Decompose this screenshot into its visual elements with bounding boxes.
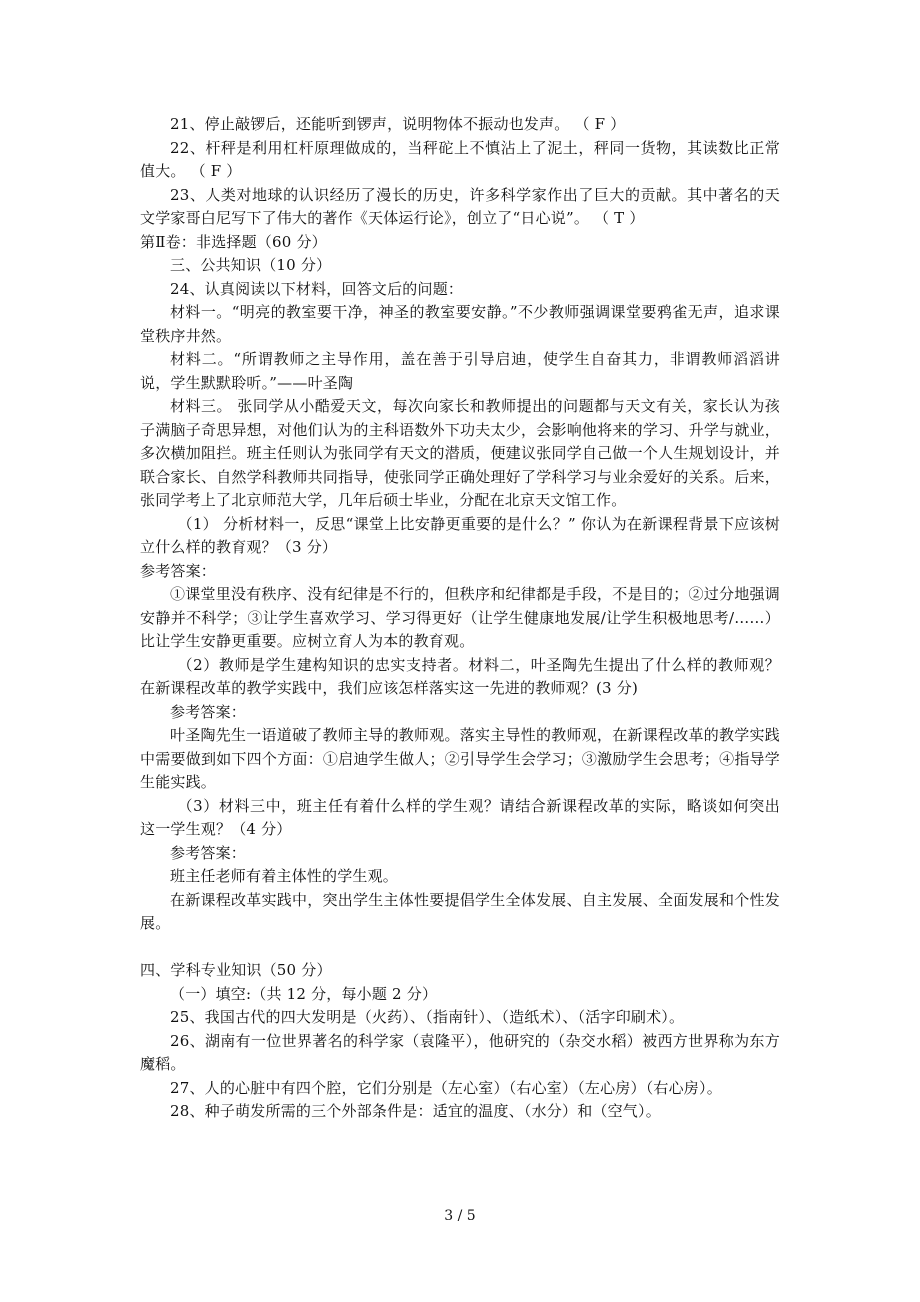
- reference-answer-label-1: 参考答案：: [140, 561, 217, 580]
- question-27: 27、人的心脏中有四个腔，它们分别是（左心室）（右心室）（左心房）（右心房）。: [170, 1078, 722, 1097]
- material-1: 材料一。“明亮的教室要干净，神圣的教室要安静。”不少教师强调课堂要鸦雀无声，追求课堂秩序井然。: [140, 303, 780, 345]
- blank-line: [140, 936, 780, 960]
- question-28: 28、种子萌发所需的三个外部条件是：适宜的温度、（水分）和（空气）。: [170, 1102, 661, 1120]
- question-25: 25、我国古代的四大发明是（火药）、（指南针）、（造纸术）、（活字印刷术）。: [170, 1008, 685, 1026]
- reference-answer-label-2: 参考答案：: [170, 702, 247, 721]
- section-4-title: 四、学科专业知识（50 分）: [140, 961, 332, 979]
- material-3: 材料三。 张同学从小酷爱天文，每次向家长和教师提出的问题都与天文有关，家长认为孩子满脑子奇思异想，对他们认为的主科语数外下功夫太少，会影响他将来的学习、升学与就业，多次横加阻拦。班主任则认为张同学有天文的潜质，便建议张同学自己做一个人生规划设计，并联合家长、自然学科教师共同指导，使张同学正确处理好了学科学习与业余爱好的关系。后来，张同学考上了北京师范大学，几年后硕士毕业，分配在北京天文馆工作。: [140, 397, 780, 509]
- reference-answer-2: 叶圣陶先生一语道破了教师主导的教师观。落实主导性的教师观，在新课程改革的教学实践中需要做到如下四个方面：①启迪学生做人；②引导学生会学习；③激励学生会思考；④指导学生能实践。: [140, 726, 780, 791]
- page-number: 3 / 5: [444, 1208, 476, 1224]
- question-22: 22、杆秤是利用杠杆原理做成的，当秤砣上不慎沾上了泥土，秤同一货物，其读数比正常值大。 （ F ）: [140, 138, 780, 180]
- reference-answer-1: ①课堂里没有秩序、没有纪律是不行的，但秩序和纪律都是手段，不是目的；②过分地强调安静并不科学；③让学生喜欢学习、学习得更好（让学生健康地发展/让学生积极地思考/……）比让学生安静更重要。应树立育人为本的教育观。: [140, 585, 780, 650]
- material-2: 材料二。“所谓教师之主导作用，盖在善于引导启迪，使学生自奋其力，非谓教师滔滔讲说，学生默默聆听。”——叶圣陶: [140, 350, 780, 392]
- question-26: 26、湖南有一位世界著名的科学家（袁隆平），他研究的（杂交水稻）被西方世界称为东方魔稻。: [140, 1031, 780, 1073]
- question-24: 24、认真阅读以下材料，回答文后的问题：: [170, 279, 464, 298]
- question-24-2: （2）教师是学生建构知识的忠实支持者。材料二，叶圣陶先生提出了什么样的教师观？在新课程改革的教学实践中，我们应该怎样落实这一先进的教师观？(3 分): [140, 655, 780, 697]
- question-24-3: （3）材料三中，班主任有着什么样的学生观？请结合新课程改革的实际，略谈如何突出这一学生观？（4 分）: [140, 796, 780, 838]
- reference-answer-3b: 在新课程改革实践中，突出学生主体性要提倡学生全体发展、自主发展、全面发展和个性发展。: [140, 890, 780, 932]
- reference-answer-3a: 班主任老师有着主体性的学生观。: [170, 867, 399, 885]
- question-23: 23、人类对地球的认识经历了漫长的历史，许多科学家作出了巨大的贡献。其中著名的天文学家哥白尼写下了伟大的著作《天体运行论》，创立了“日心说”。 （ T ）: [140, 185, 780, 227]
- question-21: 21、停止敲锣后，还能听到锣声，说明物体不振动也发声。 （ F ）: [170, 115, 626, 133]
- section-4-1-title: （一）填空:（共 12 分，每小题 2 分）: [170, 984, 438, 1003]
- section-3-title: 三、公共知识（10 分）: [170, 256, 332, 274]
- question-24-1: （1） 分析材料一，反思“课堂上比安静更重要的是什么？” 你认为在新课程背景下应该树立什么样的教育观？（3 分）: [140, 514, 780, 556]
- reference-answer-label-3: 参考答案：: [170, 843, 247, 862]
- part-2-title: 第Ⅱ卷：非选择题（60 分）: [140, 232, 327, 251]
- document-body: [140, 113, 780, 1124]
